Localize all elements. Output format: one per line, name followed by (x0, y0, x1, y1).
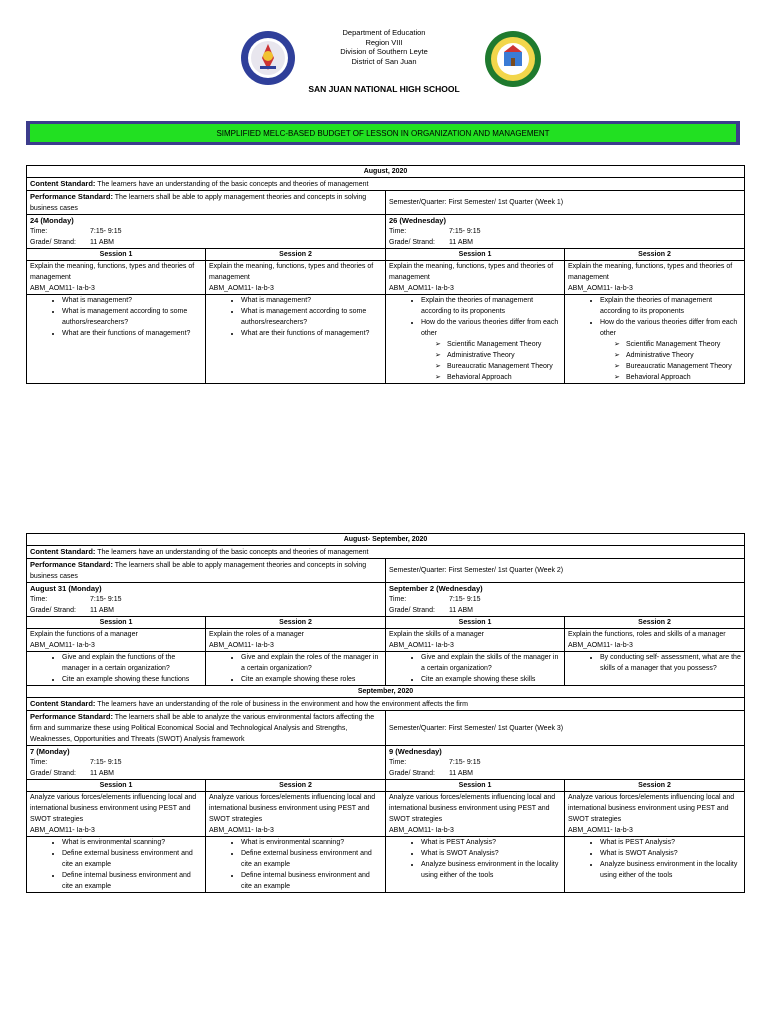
session-header: Session 2 (206, 780, 386, 792)
activity-item: • What is environmental scanning? (62, 837, 202, 848)
activity-item: • Explain the theories of management according to its proponents (421, 295, 561, 317)
activity-item: • What is PEST Analysis? (421, 837, 561, 848)
objective-cell: Explain the meaning, functions, types and theories of management ABM_AOM11- Ia-b-3 (565, 261, 745, 295)
activity-item: • What is SWOT Analysis? (421, 848, 561, 859)
activity-item: • How do the various theories differ from each other (600, 317, 741, 339)
activities-cell (206, 652, 386, 686)
objective-cell: Explain the meaning, functions, types and theories of management ABM_AOM11- Ia-b-3 (27, 261, 206, 295)
header-line: Region VIII (365, 37, 403, 47)
activity-item: • What is management according to some authors/researchers? (62, 306, 202, 328)
month-heading: August, 2020 (27, 166, 745, 178)
theory-item: ➢ Bureaucratic Management Theory (626, 361, 741, 372)
day-block-1: 7 (Monday) Time: 7:15- 9:15 Grade/ Strand: 11 ABM (27, 746, 386, 780)
activity-item: • Cite an example showing these functions (62, 674, 202, 685)
activities-cell (386, 837, 565, 893)
theory-item: ➢ Scientific Management Theory (626, 339, 741, 350)
theory-item: ➢ Bureaucratic Management Theory (447, 361, 561, 372)
day-label: September 2 (Wednesday) (389, 584, 483, 593)
activities-cell (206, 837, 386, 893)
session-header: Session 1 (386, 249, 565, 261)
objective-cell: Analyze various forces/elements influencing local and international business environment using PEST and SWOT strategies ABM_AOM11- Ia-b-3 (27, 792, 206, 837)
day-block-2: September 2 (Wednesday) Time: 7:15- 9:15 Grade/ Strand: 11 ABM (386, 583, 745, 617)
activity-item: • Define external business environment and cite an example (62, 848, 202, 870)
activities-cell (386, 652, 565, 686)
session-header: Session 1 (27, 249, 206, 261)
session-header: Session 1 (27, 617, 206, 629)
day-block-1: August 31 (Monday) Time: 7:15- 9:15 Grade/ Strand: 11 ABM (27, 583, 386, 617)
activities-cell (27, 837, 206, 893)
performance-standard: Performance Standard: The learners shall be able to apply management theories and concepts in solving business cases (27, 191, 386, 215)
day-label: 24 (Monday) (30, 216, 74, 225)
month-heading: September, 2020 (27, 686, 745, 698)
school-name: SAN JUAN NATIONAL HIGH SCHOOL (308, 84, 460, 94)
session-header: Session 2 (565, 249, 745, 261)
month-heading: August- September, 2020 (27, 534, 745, 546)
objective-cell: Explain the functions, roles and skills of a manager ABM_AOM11- Ia-b-3 (565, 629, 745, 652)
activity-item: • Give and explain the functions of the manager in a certain organization? (62, 652, 202, 674)
objective-cell: Explain the skills of a manager ABM_AOM11- Ia-b-3 (386, 629, 565, 652)
activities-cell (27, 295, 206, 384)
activity-item: • Give and explain the roles of the manager in a certain organization? (241, 652, 382, 674)
objective-cell: Explain the meaning, functions, types and theories of management ABM_AOM11- Ia-b-3 (206, 261, 386, 295)
session-header: Session 1 (27, 780, 206, 792)
theory-item: ➢ Behavioral Approach (447, 372, 561, 383)
week2-3-table (26, 533, 745, 893)
activity-item: • What is SWOT Analysis? (600, 848, 741, 859)
week1-table (26, 165, 745, 384)
department-header (0, 28, 768, 66)
activity-item: • Analyze business environment in the locality using either of the tools (421, 859, 561, 881)
session-header: Session 2 (206, 617, 386, 629)
activity-item: • What is environmental scanning? (241, 837, 382, 848)
day-label: 7 (Monday) (30, 747, 70, 756)
content-standard: Content Standard: The learners have an understanding of the basic concepts and theories of management (27, 546, 745, 559)
activity-item: • Define external business environment and cite an example (241, 848, 382, 870)
activity-item: • What is management? (241, 295, 382, 306)
performance-standard: Performance Standard: The learners shall be able to analyze the various environmental factors affecting the firm and summarize these using Political Economical Social and Technological Analysis and Strengths, Weaknesses, Opportunities and Threats (SWOT) Analysis framework (27, 711, 386, 746)
day-label: 9 (Wednesday) (389, 747, 442, 756)
title-banner (26, 121, 740, 145)
session-header: Session 1 (386, 617, 565, 629)
activity-item: • Define internal business environment and cite an example (241, 870, 382, 892)
session-header: Session 2 (565, 780, 745, 792)
activities-cell (565, 295, 745, 384)
objective-cell: Analyze various forces/elements influencing local and international business environment using PEST and SWOT strategies ABM_AOM11- Ia-b-3 (206, 792, 386, 837)
activity-item: • Cite an example showing these skills (421, 674, 561, 685)
objective-cell: Analyze various forces/elements influencing local and international business environment using PEST and SWOT strategies ABM_AOM11- Ia-b-3 (386, 792, 565, 837)
theory-item: ➢ Scientific Management Theory (447, 339, 561, 350)
theory-item: ➢ Administrative Theory (626, 350, 741, 361)
banner-title: SIMPLIFIED MELC-BASED BUDGET OF LESSON IN ORGANIZATION AND MANAGEMENT (30, 124, 736, 142)
activity-item: • What are their functions of management? (241, 328, 382, 339)
header-line: District of San Juan (351, 56, 417, 66)
activities-cell (206, 295, 386, 384)
activity-item: • Give and explain the skills of the manager in a certain organization? (421, 652, 561, 674)
session-header: Session 2 (206, 249, 386, 261)
activity-item: • What is management? (62, 295, 202, 306)
day-block-2: 26 (Wednesday) Time: 7:15- 9:15 Grade/ Strand: 11 ABM (386, 215, 745, 249)
day-label: 26 (Wednesday) (389, 216, 446, 225)
day-label: August 31 (Monday) (30, 584, 102, 593)
semester-quarter: Semester/Quarter: First Semester/ 1st Quarter (Week 1) (386, 191, 745, 215)
activity-item: • What are their functions of management? (62, 328, 202, 339)
content-standard: Content Standard: The learners have an understanding of the basic concepts and theories of management (27, 178, 745, 191)
activities-cell (565, 652, 745, 686)
day-block-2: 9 (Wednesday) Time: 7:15- 9:15 Grade/ Strand: 11 ABM (386, 746, 745, 780)
activity-item: • By conducting self- assessment, what are the skills of a manager that you possess? (600, 652, 741, 674)
session-header: Session 2 (565, 617, 745, 629)
content-standard: Content Standard: The learners have an understanding of the role of business in the environment and how the environment affects the firm (27, 698, 745, 711)
performance-standard: Performance Standard: The learners shall be able to apply management theories and concepts in solving business cases (27, 559, 386, 583)
objective-cell: Explain the meaning, functions, types and theories of management ABM_AOM11- Ia-b-3 (386, 261, 565, 295)
activity-item: • What is management according to some authors/researchers? (241, 306, 382, 328)
activity-item: • What is PEST Analysis? (600, 837, 741, 848)
objective-cell: Analyze various forces/elements influencing local and international business environment using PEST and SWOT strategies ABM_AOM11- Ia-b-3 (565, 792, 745, 837)
activities-cell (565, 837, 745, 893)
activity-item: • Define internal business environment and cite an example (62, 870, 202, 892)
semester-quarter: Semester/Quarter: First Semester/ 1st Quarter (Week 3) (386, 711, 745, 746)
activities-cell (386, 295, 565, 384)
day-block-1: 24 (Monday) Time: 7:15- 9:15 Grade/ Strand: 11 ABM (27, 215, 386, 249)
objective-cell: Explain the roles of a manager ABM_AOM11- Ia-b-3 (206, 629, 386, 652)
header-line: Department of Education (342, 28, 426, 37)
activity-item: • Explain the theories of management according to its proponents (600, 295, 741, 317)
objective-cell: Explain the functions of a manager ABM_AOM11- Ia-b-3 (27, 629, 206, 652)
activity-item: • How do the various theories differ from each other (421, 317, 561, 339)
header-line: Division of Southern Leyte (340, 47, 428, 56)
semester-quarter: Semester/Quarter: First Semester/ 1st Quarter (Week 2) (386, 559, 745, 583)
theory-item: ➢ Behavioral Approach (626, 372, 741, 383)
session-header: Session 1 (386, 780, 565, 792)
activity-item: • Analyze business environment in the locality using either of the tools (600, 859, 741, 881)
activity-item: • Cite an example showing these roles (241, 674, 382, 685)
activities-cell (27, 652, 206, 686)
theory-item: ➢ Administrative Theory (447, 350, 561, 361)
